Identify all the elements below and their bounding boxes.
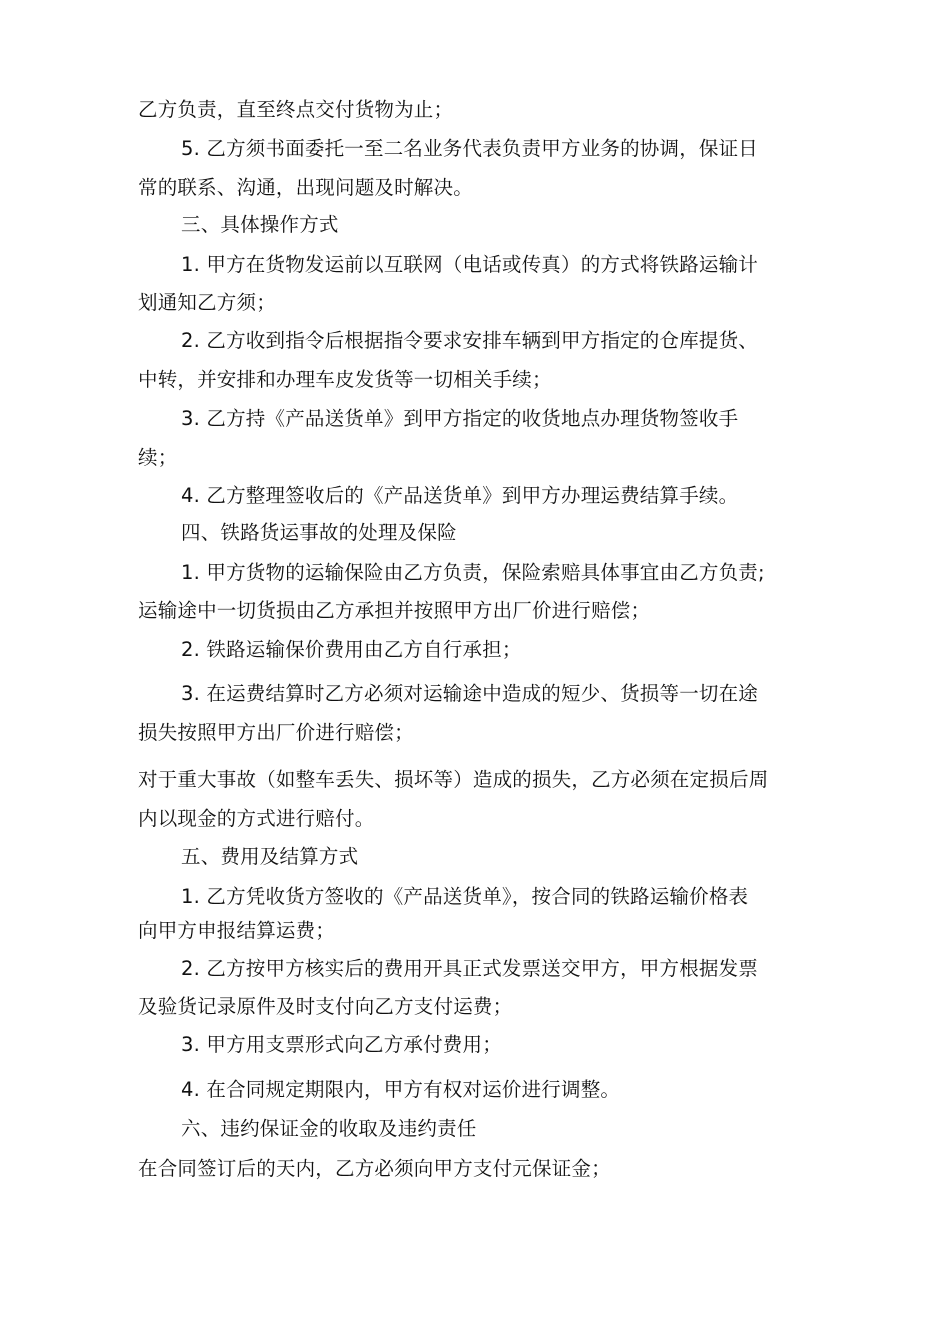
text-line-6: 划通知乙方须； <box>138 291 276 314</box>
text-line-19: 内以现金的方式进行赔付。 <box>138 807 375 830</box>
text-line-1: 乙方负责，直至终点交付货物为止； <box>138 98 454 121</box>
text-line-22: 向甲方申报结算运费； <box>138 919 336 942</box>
text-line-21: 1. 乙方凭收货方签收的《产品送货单》，按合同的铁路运输价格表 <box>181 885 749 908</box>
text-line-13: 1. 甲方货物的运输保险由乙方负责，保险索赔具体事宜由乙方负责; <box>181 561 765 584</box>
section-heading-4: 四、铁路货运事故的处理及保险 <box>181 521 457 544</box>
text-line-25: 3. 甲方用支票形式向乙方承付费用； <box>181 1033 502 1056</box>
text-line-10: 续； <box>138 446 178 469</box>
text-line-7: 2. 乙方收到指令后根据指令要求安排车辆到甲方指定的仓库提货、 <box>181 329 759 352</box>
text-line-17: 损失按照甲方出厂价进行赔偿； <box>138 721 414 744</box>
text-line-2: 5. 乙方须书面委托一至二名业务代表负责甲方业务的协调，保证日 <box>181 137 759 160</box>
text-line-14: 运输途中一切货损由乙方承担并按照甲方出厂价进行赔偿； <box>138 599 651 622</box>
text-line-5: 1. 甲方在货物发运前以互联网（电话或传真）的方式将铁路运输计 <box>181 253 759 276</box>
text-line-23: 2. 乙方按甲方核实后的费用开具正式发票送交甲方，甲方根据发票 <box>181 957 759 980</box>
text-line-15: 2. 铁路运输保价费用由乙方自行承担； <box>181 638 522 661</box>
text-line-26: 4. 在合同规定期限内，甲方有权对运价进行调整。 <box>181 1078 621 1101</box>
text-line-24: 及验货记录原件及时支付向乙方支付运费； <box>138 995 513 1018</box>
text-line-9: 3. 乙方持《产品送货单》到甲方指定的收货地点办理货物签收手 <box>181 407 739 430</box>
section-heading-3: 三、具体操作方式 <box>181 213 339 236</box>
text-line-3: 常的联系、沟通，出现问题及时解决。 <box>138 176 473 199</box>
section-heading-5: 五、费用及结算方式 <box>181 845 359 868</box>
text-line-18: 对于重大事故（如整车丢失、损坏等）造成的损失，乙方必须在定损后周 <box>138 768 769 791</box>
section-heading-6: 六、违约保证金的收取及违约责任 <box>181 1117 477 1140</box>
text-line-16: 3. 在运费结算时乙方必须对运输途中造成的短少、货损等一切在途 <box>181 682 759 705</box>
text-line-8: 中转，并安排和办理车皮发货等一切相关手续； <box>138 368 552 391</box>
text-line-11: 4. 乙方整理签收后的《产品送货单》到甲方办理运费结算手续。 <box>181 484 739 507</box>
text-line-28: 在合同签订后的天内，乙方必须向甲方支付元保证金； <box>138 1157 611 1180</box>
